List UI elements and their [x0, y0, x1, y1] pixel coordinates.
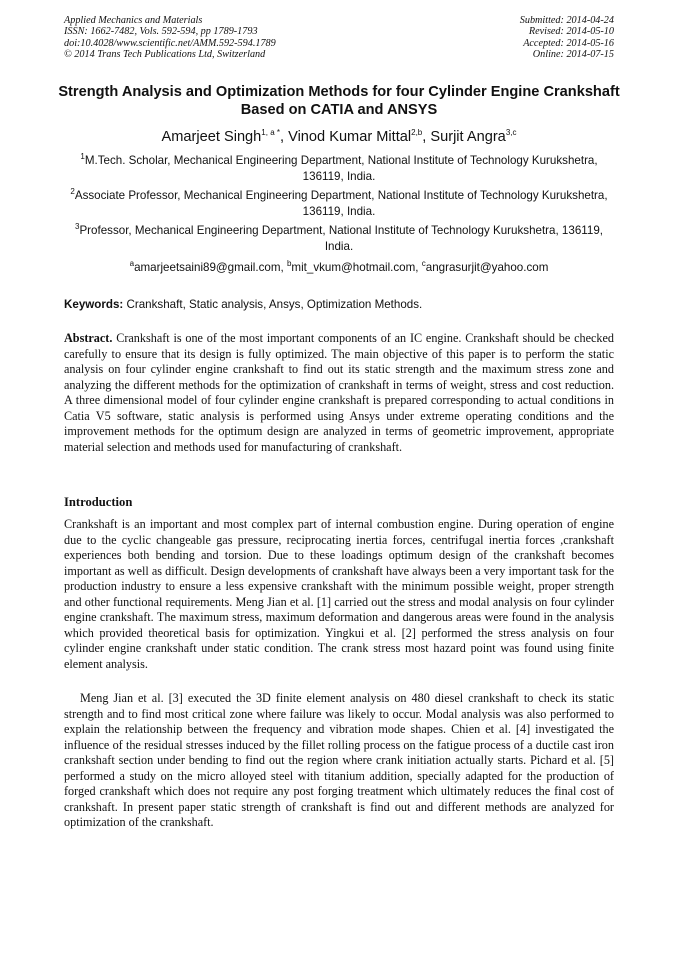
email-address[interactable]: angrasurjit@yahoo.com	[425, 261, 549, 274]
email-separator: ,	[415, 261, 422, 274]
author-marker: 1, a *	[261, 128, 280, 138]
revised-date: Revised: 2014-05-10	[528, 26, 614, 38]
affiliation-text: Associate Professor, Mechanical Engineering Department, National Institute of Technology Kurukshetra, 136119, India.	[74, 189, 608, 218]
journal-name: Applied Mechanics and Materials	[64, 15, 203, 26]
affiliation-marker: 1	[80, 152, 85, 162]
keywords-label: Keywords:	[64, 298, 124, 311]
email-list	[40, 260, 638, 275]
affiliation	[70, 153, 608, 184]
affiliation-marker: 3	[75, 222, 80, 232]
affiliation-text: Professor, Mechanical Engineering Department, National Institute of Technology Kurukshetra, 136119, India.	[79, 224, 603, 253]
accepted-date: Accepted: 2014-05-16	[523, 37, 614, 49]
affiliation	[70, 188, 608, 219]
submitted-date: Submitted: 2014-04-24	[519, 15, 614, 26]
abstract-label: Abstract.	[64, 331, 113, 345]
issn-line: ISSN: 1662-7482, Vols. 592-594, pp 1789-1793	[64, 26, 258, 38]
author-list	[40, 128, 638, 146]
keywords	[64, 297, 614, 312]
author-separator: ,	[279, 129, 289, 145]
author-separator: ,	[422, 129, 431, 145]
abstract-text: Crankshaft is one of the most important components of an IC engine. Crankshaft should be checked carefully to ensure that its design is fully optimized. The main objective of this paper is to perform the static analysis on four cylinder engine crankshaft to find out its static strength and the maximum stress zone and analyzing the different methods for the optimization of crankshaft in terms of weight, stress and cost reduction. A three dimensional model of four cylinder engine crankshaft is prepared corresponding to actual conditions in Catia V5 software, static analysis is performed using Ansys under extreme operating conditions and the improvement methods for the optimum design are analyzed in terms of geometric improvement, appropriate material selection and methods used for manufacturing of crankshaft.	[64, 331, 614, 454]
affiliation-text: M.Tech. Scholar, Mechanical Engineering Department, National Institute of Technology Kurukshetra, 136119, India.	[84, 154, 598, 183]
online-date: Online: 2014-07-15	[532, 48, 614, 60]
keywords-text: Crankshaft, Static analysis, Ansys, Optimization Methods.	[123, 298, 423, 311]
email-separator: ,	[280, 261, 287, 274]
doi-line: doi:10.4028/www.scientific.net/AMM.592-594.1789	[64, 37, 276, 49]
affiliation	[70, 223, 608, 254]
email-marker: a	[129, 259, 135, 269]
email-address[interactable]: amarjeetsaini89@gmail.com	[134, 261, 281, 274]
dates-info	[520, 15, 614, 60]
affiliation-marker: 2	[70, 187, 75, 197]
introduction-paragraph: Crankshaft is an important and most complex part of internal combustion engine. During operation of engine due to the cyclic changeable gas pressure, reciprocating inertia forces, centrifugal inertia forces ,crankshaft experiences both bending and torsion. Due to these loadings optimum design of the crankshaft becomes important as well as difficult. Design developments of crankshaft have always been a very important task for the production industry to ensure a less expensive crankshaft with the minimum possible weight, proper strength and other functional requirements. Meng Jian et al. [1] carried out the stress and modal analysis on four cylinder engine crankshaft. The maximum stress, maximum deformation and dangerous areas were found in the analysis which provided theoretical basis for optimization. Yingkui et al. [2] performed the stress analysis on four cylinder engine crankshaft under static condition. The crank stress most hazard point was found using finite element analysis.	[64, 517, 614, 671]
email-marker: b	[286, 259, 292, 269]
author-name: Vinod Kumar Mittal	[288, 129, 412, 145]
email-address[interactable]: mit_vkum@hotmail.com	[291, 261, 416, 274]
abstract	[64, 331, 614, 455]
journal-info	[64, 15, 276, 60]
section-heading-introduction: Introduction	[64, 495, 133, 509]
author-marker: 2,b	[411, 128, 423, 138]
author-name: Amarjeet Singh	[161, 129, 262, 145]
email-marker: c	[421, 259, 426, 269]
author-marker: 3,c	[505, 128, 517, 138]
introduction-paragraph: Meng Jian et al. [3] executed the 3D finite element analysis on 480 diesel crankshaft to check its static strength and to find most critical zone where failure was likely to occur. Modal analysis was also performed to explain the relationship between the frequency and vibration mode shapes. Chien et al. [4] investigated the influence of the residual stresses induced by the fillet rolling process on the fatigue process of a ductile cast iron crankshaft section under bending to find out the region where crank initiation actually starts. Pichard et al. [5] performed a study on the micro alloyed steel with titanium addition, specially adapted for the production of forged crankshaft which does not require any post forging treatment which ultimately reduces the final cost of crankshaft. In present paper static strength of crankshaft is find out and different methods are analyzed for optimization of the crankshaft.	[64, 691, 614, 829]
paper-title: Strength Analysis and Optimization Methods for four Cylinder Engine Crankshaft Based on CATIA and ANSYS	[58, 84, 620, 118]
author-name: Surjit Angra	[430, 129, 506, 145]
copyright-line: © 2014 Trans Tech Publications Ltd, Switzerland	[64, 48, 266, 60]
